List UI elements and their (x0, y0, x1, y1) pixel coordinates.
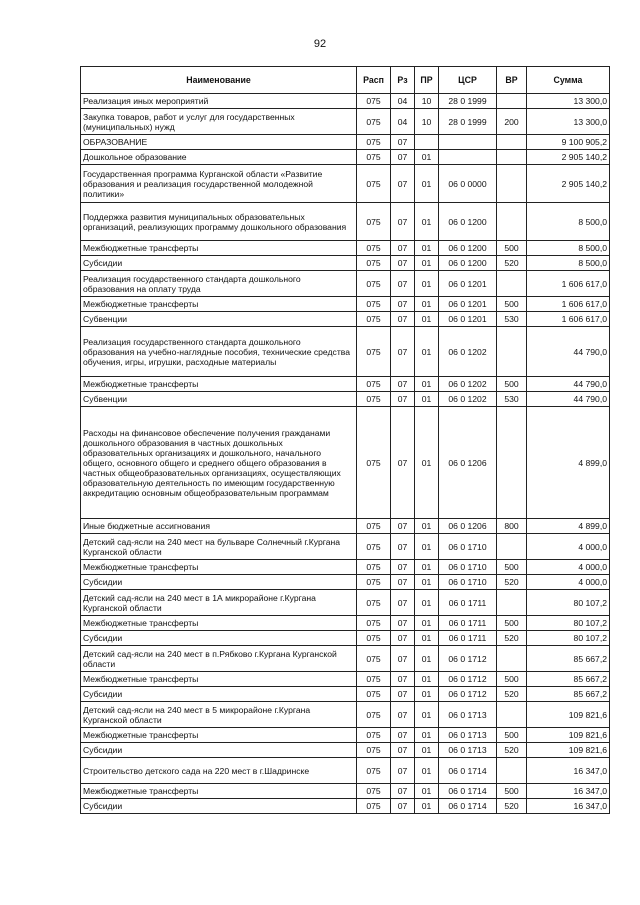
cell-rz: 07 (391, 271, 415, 297)
cell-vr: 520 (497, 743, 527, 758)
cell-csr: 06 0 0000 (439, 165, 497, 203)
cell-sum: 8 500,0 (527, 241, 610, 256)
table-row (81, 135, 610, 150)
cell-name: Субсидии (81, 575, 357, 590)
cell-pr: 01 (415, 758, 439, 784)
cell-pr: 01 (415, 672, 439, 687)
cell-pr: 01 (415, 297, 439, 312)
cell-rz: 07 (391, 241, 415, 256)
cell-pr: 01 (415, 687, 439, 702)
cell-name: Детский сад-ясли на 240 мест в 5 микрорайоне г.Кургана Курганской области (81, 702, 357, 728)
cell-pr: 01 (415, 631, 439, 646)
cell-vr: 520 (497, 799, 527, 814)
table-body (81, 94, 610, 814)
cell-rz: 07 (391, 150, 415, 165)
cell-rz: 07 (391, 256, 415, 271)
cell-name: Детский сад-ясли на 240 мест в п.Рябково г.Кургана Курганской области (81, 646, 357, 672)
cell-rasp: 075 (357, 165, 391, 203)
table-row (81, 519, 610, 534)
cell-pr: 01 (415, 256, 439, 271)
cell-sum: 109 821,6 (527, 743, 610, 758)
table-row (81, 271, 610, 297)
cell-sum: 85 667,2 (527, 687, 610, 702)
cell-csr: 06 0 1711 (439, 631, 497, 646)
cell-name: Детский сад-ясли на 240 мест в 1А микрорайоне г.Кургана Курганской области (81, 590, 357, 616)
cell-sum: 2 905 140,2 (527, 165, 610, 203)
cell-name: Субсидии (81, 631, 357, 646)
cell-sum: 13 300,0 (527, 109, 610, 135)
cell-csr (439, 135, 497, 150)
cell-rz: 07 (391, 728, 415, 743)
page-number: 92 (313, 38, 327, 50)
cell-name: ОБРАЗОВАНИЕ (81, 135, 357, 150)
cell-name: Межбюджетные трансферты (81, 784, 357, 799)
cell-rasp: 075 (357, 150, 391, 165)
cell-vr: 500 (497, 784, 527, 799)
cell-csr: 06 0 1712 (439, 687, 497, 702)
cell-sum: 80 107,2 (527, 631, 610, 646)
cell-rz: 07 (391, 672, 415, 687)
cell-rz: 04 (391, 109, 415, 135)
cell-rasp: 075 (357, 241, 391, 256)
table-row (81, 784, 610, 799)
cell-rasp: 075 (357, 407, 391, 519)
cell-pr (415, 135, 439, 150)
cell-rz: 07 (391, 575, 415, 590)
cell-vr: 500 (497, 672, 527, 687)
cell-rasp: 075 (357, 297, 391, 312)
table-row (81, 758, 610, 784)
cell-pr: 01 (415, 590, 439, 616)
cell-csr: 06 0 1202 (439, 392, 497, 407)
cell-vr (497, 534, 527, 560)
table-row (81, 256, 610, 271)
cell-rasp: 075 (357, 590, 391, 616)
cell-pr: 01 (415, 312, 439, 327)
cell-name: Межбюджетные трансферты (81, 560, 357, 575)
cell-rasp: 075 (357, 271, 391, 297)
cell-rasp: 075 (357, 135, 391, 150)
cell-sum: 85 667,2 (527, 672, 610, 687)
cell-csr: 06 0 1710 (439, 560, 497, 575)
cell-sum: 4 899,0 (527, 519, 610, 534)
header-rz: Рз (391, 67, 415, 94)
cell-pr: 01 (415, 377, 439, 392)
cell-sum: 8 500,0 (527, 203, 610, 241)
cell-name: Субсидии (81, 743, 357, 758)
cell-vr (497, 135, 527, 150)
table-row (81, 150, 610, 165)
cell-csr: 06 0 1713 (439, 702, 497, 728)
cell-pr: 01 (415, 743, 439, 758)
cell-name: Дошкольное образование (81, 150, 357, 165)
cell-vr (497, 94, 527, 109)
cell-vr (497, 150, 527, 165)
table-row (81, 590, 610, 616)
cell-name: Иные бюджетные ассигнования (81, 519, 357, 534)
cell-rz: 07 (391, 646, 415, 672)
cell-csr: 06 0 1714 (439, 784, 497, 799)
table-row (81, 687, 610, 702)
cell-csr (439, 150, 497, 165)
cell-pr: 01 (415, 392, 439, 407)
cell-rasp: 075 (357, 631, 391, 646)
cell-rz: 07 (391, 297, 415, 312)
cell-vr (497, 165, 527, 203)
cell-rasp: 075 (357, 575, 391, 590)
cell-name: Субсидии (81, 687, 357, 702)
table-row (81, 312, 610, 327)
cell-vr: 530 (497, 392, 527, 407)
cell-vr (497, 646, 527, 672)
table-row (81, 646, 610, 672)
cell-name: Межбюджетные трансферты (81, 728, 357, 743)
cell-vr: 200 (497, 109, 527, 135)
table-row (81, 575, 610, 590)
cell-rz: 07 (391, 758, 415, 784)
cell-name: Субсидии (81, 799, 357, 814)
cell-pr: 01 (415, 165, 439, 203)
cell-pr: 01 (415, 728, 439, 743)
cell-rasp: 075 (357, 784, 391, 799)
cell-sum: 4 899,0 (527, 407, 610, 519)
cell-rasp: 075 (357, 646, 391, 672)
cell-csr: 06 0 1206 (439, 407, 497, 519)
cell-csr: 06 0 1710 (439, 575, 497, 590)
table-row (81, 327, 610, 377)
cell-csr: 06 0 1711 (439, 616, 497, 631)
cell-rasp: 075 (357, 743, 391, 758)
cell-vr: 500 (497, 616, 527, 631)
cell-sum: 16 347,0 (527, 758, 610, 784)
cell-sum: 1 606 617,0 (527, 297, 610, 312)
cell-rasp: 075 (357, 687, 391, 702)
cell-rasp: 075 (357, 519, 391, 534)
cell-vr: 520 (497, 631, 527, 646)
cell-rasp: 075 (357, 672, 391, 687)
cell-rasp: 075 (357, 702, 391, 728)
cell-name: Субвенции (81, 312, 357, 327)
cell-sum: 2 905 140,2 (527, 150, 610, 165)
cell-pr: 01 (415, 560, 439, 575)
cell-pr: 01 (415, 203, 439, 241)
cell-rasp: 075 (357, 616, 391, 631)
cell-pr: 01 (415, 702, 439, 728)
cell-rasp: 075 (357, 203, 391, 241)
cell-name: Строительство детского сада на 220 мест в г.Шадринске (81, 758, 357, 784)
cell-pr: 01 (415, 616, 439, 631)
cell-csr: 06 0 1713 (439, 743, 497, 758)
cell-pr: 10 (415, 94, 439, 109)
cell-vr: 530 (497, 312, 527, 327)
cell-vr (497, 590, 527, 616)
cell-csr: 06 0 1711 (439, 590, 497, 616)
cell-csr: 06 0 1713 (439, 728, 497, 743)
budget-table (80, 66, 610, 814)
cell-rz: 07 (391, 407, 415, 519)
table-row (81, 728, 610, 743)
cell-csr: 06 0 1201 (439, 271, 497, 297)
header-pr: ПР (415, 67, 439, 94)
header-name: Наименование (81, 67, 357, 94)
table-row (81, 241, 610, 256)
cell-rasp: 075 (357, 392, 391, 407)
cell-sum: 16 347,0 (527, 799, 610, 814)
table-row (81, 109, 610, 135)
table-row (81, 799, 610, 814)
cell-name: Закупка товаров, работ и услуг для государственных (муниципальных) нужд (81, 109, 357, 135)
cell-pr: 01 (415, 799, 439, 814)
cell-sum: 9 100 905,2 (527, 135, 610, 150)
cell-rz: 07 (391, 590, 415, 616)
cell-csr: 06 0 1200 (439, 256, 497, 271)
table-row (81, 297, 610, 312)
table-row (81, 672, 610, 687)
cell-rz: 04 (391, 94, 415, 109)
table-row (81, 560, 610, 575)
cell-rz: 07 (391, 799, 415, 814)
cell-rz: 07 (391, 687, 415, 702)
cell-name: Реализация государственного стандарта дошкольного образования на учебно-наглядные пособия, технические средства обучения, игры, игрушки, расходные материалы (81, 327, 357, 377)
cell-pr: 01 (415, 241, 439, 256)
cell-sum: 109 821,6 (527, 702, 610, 728)
cell-rz: 07 (391, 165, 415, 203)
table-row (81, 631, 610, 646)
cell-vr (497, 327, 527, 377)
cell-sum: 44 790,0 (527, 327, 610, 377)
cell-rasp: 075 (357, 256, 391, 271)
cell-csr: 06 0 1712 (439, 672, 497, 687)
cell-sum: 1 606 617,0 (527, 271, 610, 297)
cell-rz: 07 (391, 135, 415, 150)
cell-csr: 06 0 1710 (439, 534, 497, 560)
cell-sum: 4 000,0 (527, 575, 610, 590)
table-row (81, 203, 610, 241)
cell-vr: 500 (497, 241, 527, 256)
cell-rz: 07 (391, 534, 415, 560)
table-row (81, 165, 610, 203)
cell-sum: 1 606 617,0 (527, 312, 610, 327)
cell-csr: 06 0 1200 (439, 241, 497, 256)
cell-sum: 4 000,0 (527, 560, 610, 575)
table-row (81, 94, 610, 109)
cell-pr: 01 (415, 575, 439, 590)
cell-csr: 06 0 1200 (439, 203, 497, 241)
cell-vr: 520 (497, 687, 527, 702)
cell-pr: 01 (415, 327, 439, 377)
cell-pr: 01 (415, 784, 439, 799)
cell-rz: 07 (391, 784, 415, 799)
cell-rasp: 075 (357, 534, 391, 560)
cell-pr: 01 (415, 519, 439, 534)
cell-rasp: 075 (357, 799, 391, 814)
cell-rasp: 075 (357, 758, 391, 784)
cell-name: Межбюджетные трансферты (81, 672, 357, 687)
table-row (81, 534, 610, 560)
table-row (81, 377, 610, 392)
cell-name: Детский сад-ясли на 240 мест на бульваре Солнечный г.Кургана Курганской области (81, 534, 357, 560)
cell-csr: 06 0 1202 (439, 327, 497, 377)
cell-pr: 01 (415, 271, 439, 297)
cell-csr: 06 0 1206 (439, 519, 497, 534)
cell-rz: 07 (391, 392, 415, 407)
cell-pr: 01 (415, 534, 439, 560)
cell-name: Межбюджетные трансферты (81, 377, 357, 392)
cell-csr: 28 0 1999 (439, 94, 497, 109)
table-row (81, 743, 610, 758)
cell-name: Государственная программа Курганской области «Развитие образования и реализация государственной молодежной политики» (81, 165, 357, 203)
cell-vr: 500 (497, 728, 527, 743)
cell-vr (497, 702, 527, 728)
cell-sum: 80 107,2 (527, 616, 610, 631)
cell-rasp: 075 (357, 560, 391, 575)
cell-pr: 01 (415, 646, 439, 672)
cell-name: Реализация государственного стандарта дошкольного образования на оплату труда (81, 271, 357, 297)
cell-csr: 06 0 1712 (439, 646, 497, 672)
cell-csr: 28 0 1999 (439, 109, 497, 135)
cell-vr (497, 203, 527, 241)
cell-sum: 13 300,0 (527, 94, 610, 109)
cell-rz: 07 (391, 702, 415, 728)
cell-csr: 06 0 1202 (439, 377, 497, 392)
cell-vr: 520 (497, 575, 527, 590)
cell-rz: 07 (391, 519, 415, 534)
cell-rasp: 075 (357, 109, 391, 135)
cell-rz: 07 (391, 312, 415, 327)
cell-name: Субсидии (81, 256, 357, 271)
header-csr: ЦСР (439, 67, 497, 94)
cell-rz: 07 (391, 631, 415, 646)
cell-name: Межбюджетные трансферты (81, 297, 357, 312)
cell-sum: 109 821,6 (527, 728, 610, 743)
cell-name: Реализация иных мероприятий (81, 94, 357, 109)
cell-sum: 8 500,0 (527, 256, 610, 271)
cell-vr (497, 271, 527, 297)
header-vr: ВР (497, 67, 527, 94)
cell-csr: 06 0 1714 (439, 758, 497, 784)
cell-name: Субвенции (81, 392, 357, 407)
cell-rz: 07 (391, 377, 415, 392)
cell-rasp: 075 (357, 327, 391, 377)
cell-name: Межбюджетные трансферты (81, 241, 357, 256)
cell-sum: 85 667,2 (527, 646, 610, 672)
cell-pr: 10 (415, 109, 439, 135)
cell-vr: 500 (497, 377, 527, 392)
cell-csr: 06 0 1201 (439, 312, 497, 327)
cell-rz: 07 (391, 203, 415, 241)
table-row (81, 616, 610, 631)
cell-rz: 07 (391, 327, 415, 377)
cell-sum: 44 790,0 (527, 377, 610, 392)
cell-rasp: 075 (357, 94, 391, 109)
cell-name: Расходы на финансовое обеспечение получения гражданами дошкольного образования в частных дошкольных образовательных организациях и дошкольного, начального общего, основного общего и среднего общего образования в частных общеобразовательных организациях, осуществляющих образовательную деятельность по имеющим государственную аккредитацию основным общеобразовательным программам (81, 407, 357, 519)
cell-rz: 07 (391, 560, 415, 575)
cell-rasp: 075 (357, 728, 391, 743)
cell-csr: 06 0 1714 (439, 799, 497, 814)
cell-sum: 80 107,2 (527, 590, 610, 616)
header-row (81, 67, 610, 94)
cell-vr: 520 (497, 256, 527, 271)
cell-vr: 800 (497, 519, 527, 534)
cell-sum: 44 790,0 (527, 392, 610, 407)
cell-vr: 500 (497, 560, 527, 575)
cell-sum: 16 347,0 (527, 784, 610, 799)
cell-pr: 01 (415, 150, 439, 165)
cell-vr: 500 (497, 297, 527, 312)
cell-csr: 06 0 1201 (439, 297, 497, 312)
cell-pr: 01 (415, 407, 439, 519)
header-sum: Сумма (527, 67, 610, 94)
cell-name: Поддержка развития муниципальных образовательных организаций, реализующих программу дошкольного образования (81, 203, 357, 241)
cell-vr (497, 758, 527, 784)
cell-vr (497, 407, 527, 519)
table-row (81, 392, 610, 407)
table-row (81, 702, 610, 728)
table-row (81, 407, 610, 519)
cell-rz: 07 (391, 743, 415, 758)
cell-name: Межбюджетные трансферты (81, 616, 357, 631)
cell-rz: 07 (391, 616, 415, 631)
cell-rasp: 075 (357, 377, 391, 392)
cell-rasp: 075 (357, 312, 391, 327)
header-rasp: Расп (357, 67, 391, 94)
cell-sum: 4 000,0 (527, 534, 610, 560)
